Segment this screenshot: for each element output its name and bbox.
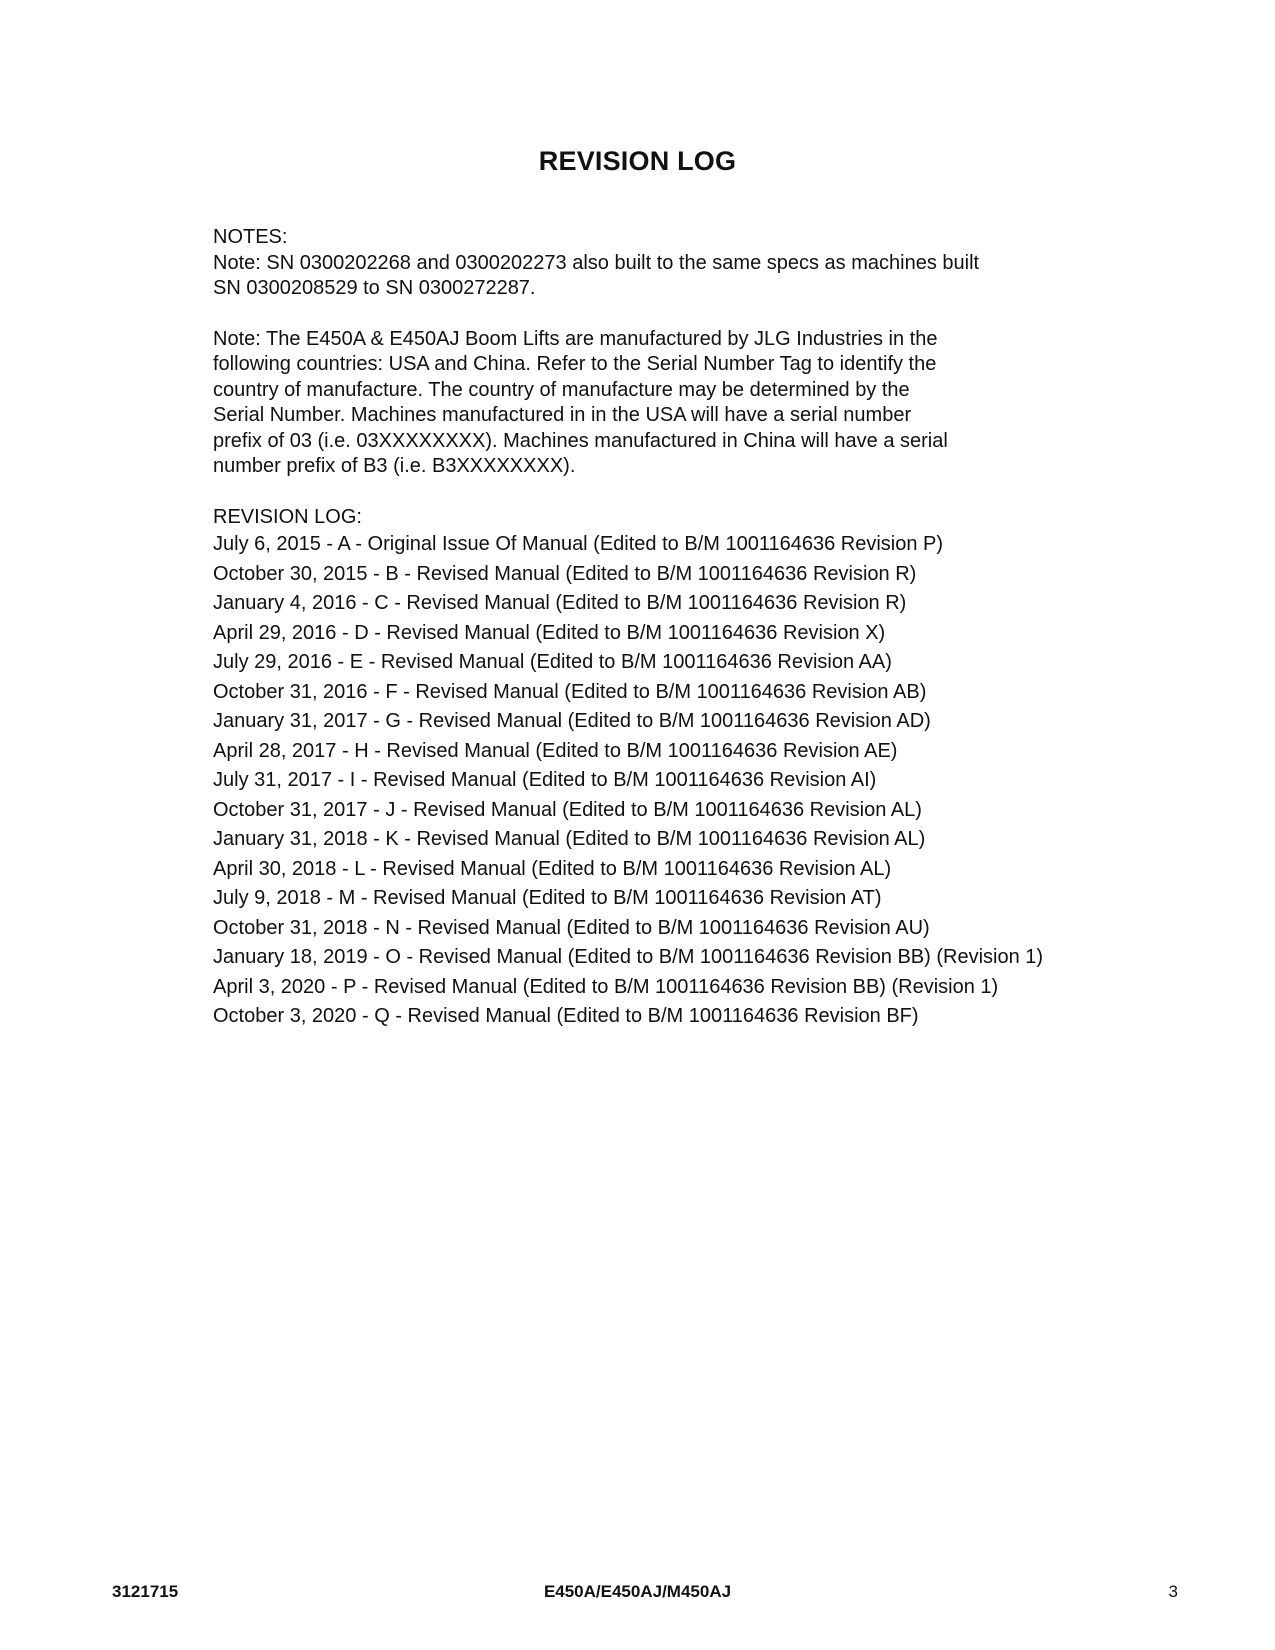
revision-entry: January 31, 2018 - K - Revised Manual (Edited to B/M 1001164636 Revision AL) bbox=[213, 828, 926, 850]
revision-entry: October 3, 2020 - Q - Revised Manual (Edited to B/M 1001164636 Revision BF) bbox=[213, 1005, 919, 1027]
revision-entry: October 31, 2017 - J - Revised Manual (Edited to B/M 1001164636 Revision AL) bbox=[213, 798, 922, 821]
footer-page-number: 3 bbox=[1168, 1582, 1178, 1601]
section-spacer bbox=[213, 480, 1113, 505]
page-footer bbox=[0, 1582, 1275, 1606]
revision-entry: October 31, 2018 - N - Revised Manual (Edited to B/M 1001164636 Revision AU) bbox=[213, 916, 930, 939]
page-title: REVISION LOG bbox=[538, 146, 737, 176]
revision-entry: April 30, 2018 - L - Revised Manual (Edited to B/M 1001164636 Revision AL) bbox=[213, 857, 892, 880]
note-paragraph-manufacture: Note: The E450A & E450AJ Boom Lifts are manufactured by JLG Industries in the following countries: USA and China. Refer to the Serial Number Tag to identify the country of manufacture. The country of manufacture may be determined by the Serial Number. Machines manufactured in in the USA will have a serial number prefix of 03 (i.e. 03XXXXXXXX). Machines manufactured in China will have a serial number prefix of B3 (i.e. B3XXXXXXXX). bbox=[213, 327, 948, 477]
revision-entry: April 3, 2020 - P - Revised Manual (Edited to B/M 1001164636 Revision BB) (Revision 1) bbox=[213, 975, 999, 998]
revision-log-list bbox=[213, 530, 1113, 1032]
revision-entry: October 31, 2016 - F - Revised Manual (Edited to B/M 1001164636 Revision AB) bbox=[213, 680, 927, 703]
revision-entry: July 29, 2016 - E - Revised Manual (Edited to B/M 1001164636 Revision AA) bbox=[213, 651, 892, 673]
revision-entry: April 29, 2016 - D - Revised Manual (Edited to B/M 1001164636 Revision X) bbox=[213, 621, 886, 644]
revision-entry: April 28, 2017 - H - Revised Manual (Edited to B/M 1001164636 Revision AE) bbox=[213, 739, 898, 762]
note-paragraph-serial-numbers: Note: SN 0300202268 and 0300202273 also built to the same specs as machines built SN 0300208529 to SN 0300272287. bbox=[213, 251, 980, 299]
revision-entry: July 9, 2018 - M - Revised Manual (Edited to B/M 1001164636 Revision AT) bbox=[213, 887, 882, 909]
revision-entry: January 4, 2016 - C - Revised Manual (Edited to B/M 1001164636 Revision R) bbox=[213, 592, 907, 614]
revision-entry: January 31, 2017 - G - Revised Manual (Edited to B/M 1001164636 Revision AD) bbox=[213, 710, 931, 732]
revision-entry: January 18, 2019 - O - Revised Manual (Edited to B/M 1001164636 Revision BB) (Revision 1) bbox=[213, 946, 1044, 968]
revision-log-heading: REVISION LOG: bbox=[213, 505, 362, 528]
revision-entry: July 6, 2015 - A - Original Issue Of Manual (Edited to B/M 1001164636 Revision P) bbox=[213, 533, 944, 555]
revision-entry: October 30, 2015 - B - Revised Manual (Edited to B/M 1001164636 Revision R) bbox=[213, 562, 917, 585]
revision-entry: July 31, 2017 - I - Revised Manual (Edited to B/M 1001164636 Revision AI) bbox=[213, 769, 877, 791]
notes-heading: NOTES: bbox=[213, 226, 288, 248]
footer-document-number: 3121715 bbox=[112, 1582, 179, 1601]
document-body bbox=[213, 225, 1113, 1032]
revision-log-section bbox=[213, 505, 1113, 1032]
notes-section bbox=[213, 225, 1113, 480]
footer-model: E450A/E450AJ/M450AJ bbox=[543, 1582, 732, 1601]
paragraph-spacer bbox=[213, 302, 1113, 327]
